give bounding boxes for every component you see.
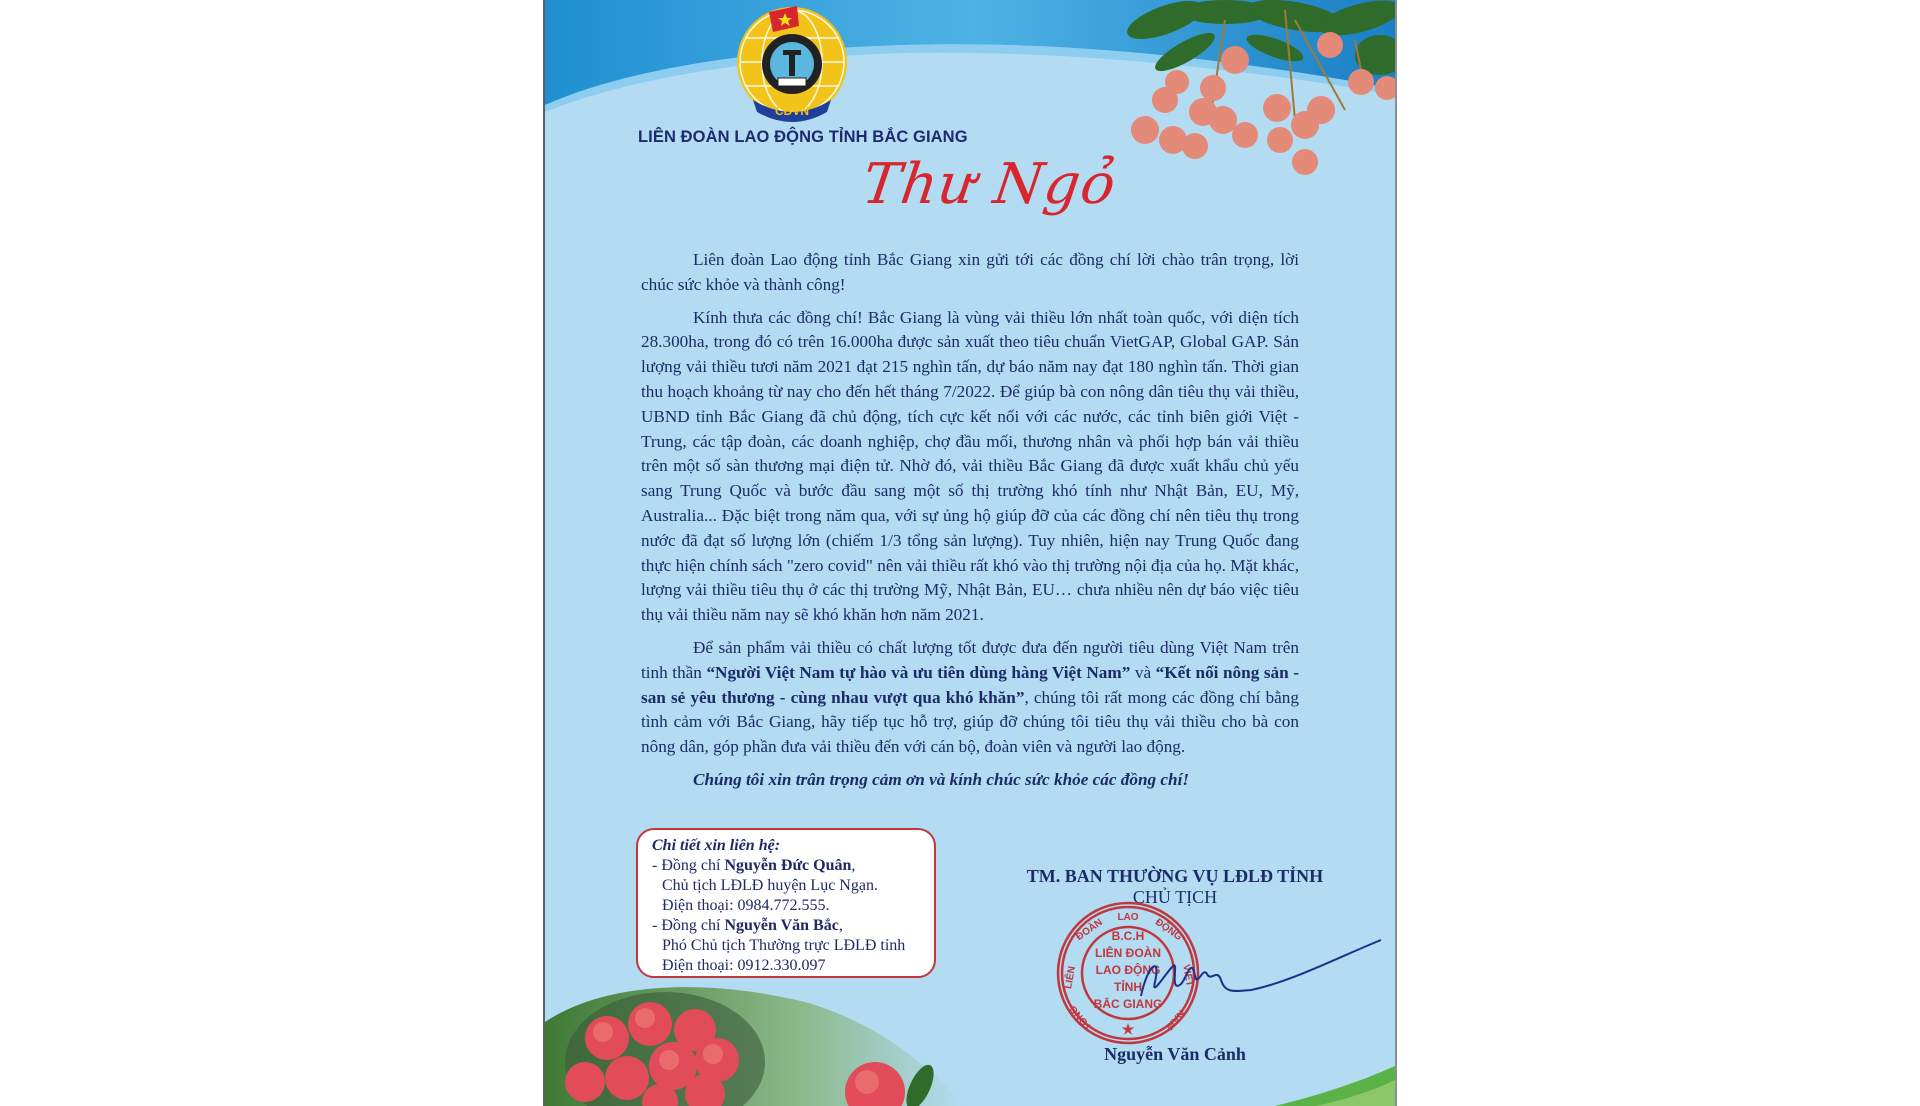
appeal-paragraph: Để sản phẩm vải thiều có chất lượng tốt được đưa đến người tiêu dùng Việt Nam trên tinh thần “Người Việt Nam tự hào và ưu tiên dùng hàng Việt Nam” và “Kết nối nông sản - san sẻ yêu thương - cùng nhau vượt qua khó khăn”, chúng tôi rất mong các đồng chí bằng tình cảm với Bắc Giang, hãy tiếp tục hỗ trợ, giúp đỡ chúng tôi tiêu thụ vải thiều cho bà con nông dân, góp phần đưa vải thiều đến với cán bộ, đoàn viên và người lao động. [641, 637, 1299, 757]
signatory-title: TM. BAN THƯỜNG VỤ LĐLĐ TỈNH [1026, 866, 1324, 886]
contact-role-2: Phó Chủ tịch Thường trực LĐLĐ tỉnh [662, 937, 906, 954]
union-logo-icon [731, 4, 853, 122]
svg-text:TỈNH: TỈNH [1114, 980, 1142, 994]
signer-name: Nguyễn Văn Cảnh [1104, 1044, 1246, 1064]
svg-text:ĐOÀN: ĐOÀN [1074, 917, 1105, 943]
svg-text:BẮC GIANG: BẮC GIANG [1093, 997, 1163, 1011]
svg-text:NAM: NAM [1163, 1007, 1187, 1032]
svg-text:★: ★ [1121, 1021, 1135, 1037]
svg-text:LIÊN: LIÊN [1063, 965, 1078, 990]
green-wave-decoration [1275, 1066, 1395, 1106]
contact-person-2: - Đồng chí Nguyễn Văn Bắc, [652, 917, 843, 934]
contact-person-1: - Đồng chí Nguyễn Đức Quân, [652, 857, 856, 874]
greeting-paragraph: Liên đoàn Lao động tỉnh Bắc Giang xin gửi tới các đồng chí lời chào trân trọng, lời chúc sức khỏe và thành công! [641, 250, 1299, 294]
svg-text:LAO ĐỘNG: LAO ĐỘNG [1095, 963, 1161, 977]
signatory-role: CHỦ TỊCH [1132, 887, 1218, 907]
slogan-1: “Người Việt Nam tự hào và ưu tiên dùng hàng Việt Nam” [706, 662, 1131, 682]
contact-phone-1: Điện thoại: 0984.772.555. [662, 897, 830, 914]
invitation-letter-poster [543, 0, 1397, 1106]
organization-name: LIÊN ĐOÀN LAO ĐỘNG TỈNH BẮC GIANG [638, 128, 968, 146]
contact-heading: Chi tiết xin liên hệ: [652, 837, 781, 854]
contact-box [636, 828, 936, 978]
situation-paragraph: Kính thưa các đồng chí! Bắc Giang là vùng vải thiều lớn nhất toàn quốc, với diện tích 28.300ha, trong đó có trên 16.000ha được sản xuất theo tiêu chuẩn VietGAP, Global GAP. Sản lượng vải thiều tươi năm 2021 đạt 215 nghìn tấn, dự báo năm nay đạt 180 nghìn tấn. Thời gian thu hoạch khoảng từ nay cho đến hết tháng 7/2022. Để giúp bà con nông dân tiêu thụ vải thiều, UBND tỉnh Bắc Giang đã chủ động, tích cực kết nối với các nước, các tỉnh biên giới Việt - Trung, các tập đoàn, các doanh nghiệp, chợ đầu mối, thương nhân và phối hợp bán vải thiều trên một số sàn thương mại điện tử. Nhờ đó, vải thiều Bắc Giang đã được xuất khẩu chủ yếu sang Trung Quốc và bước đầu sang một số thị trường khó tính như Nhật Bản, EU, Mỹ, Australia... Đặc biệt trong năm qua, với sự ủng hộ giúp đỡ của các đồng chí nên tiêu thụ trong nước đã đạt số lượng lớn (chiếm 1/3 tổng sản lượng). Tuy nhiên, hiện nay Trung Quốc đang thực hiện chính sách "zero covid" nên vải thiều rất khó vào thị trường nội địa của họ. Mặt khác, lượng vải thiều tiêu thụ ở các thị trường Mỹ, Nhật Bản, EU… chưa nhiều nên dự báo việc tiêu thụ vải thiều năm nay sẽ khó khăn hơn năm 2021. [641, 307, 1299, 625]
svg-text:VIỆT: VIỆT [1180, 963, 1195, 988]
lychee-basket-image [545, 982, 965, 1106]
svg-text:LIÊN ĐOÀN: LIÊN ĐOÀN [1095, 946, 1161, 960]
contact-phone-2: Điện thoại: 0912.330.097 [662, 957, 826, 974]
svg-text:TỔNG: TỔNG [1067, 1003, 1095, 1033]
lychee-cluster-image [1125, 0, 1397, 185]
svg-text:B.C.H: B.C.H [1111, 929, 1145, 943]
svg-text:CĐVN: CĐVN [774, 104, 810, 118]
letter-body [641, 248, 1299, 801]
letter-title: Thư Ngỏ [858, 152, 1121, 217]
slogan-2: “Kết nối nông sản - san sẻ yêu thương - cùng nhau vượt qua khó khăn” [641, 662, 1299, 707]
svg-text:ĐỘNG: ĐỘNG [1152, 916, 1184, 944]
handwritten-signature [1121, 936, 1383, 1008]
contact-role-1: Chủ tịch LĐLĐ huyện Lục Ngạn. [662, 877, 878, 894]
closing-line: Chúng tôi xin trân trọng cảm ơn và kính chúc sức khỏe các đồng chí! [693, 769, 1190, 789]
svg-text:LAO: LAO [1117, 912, 1139, 923]
